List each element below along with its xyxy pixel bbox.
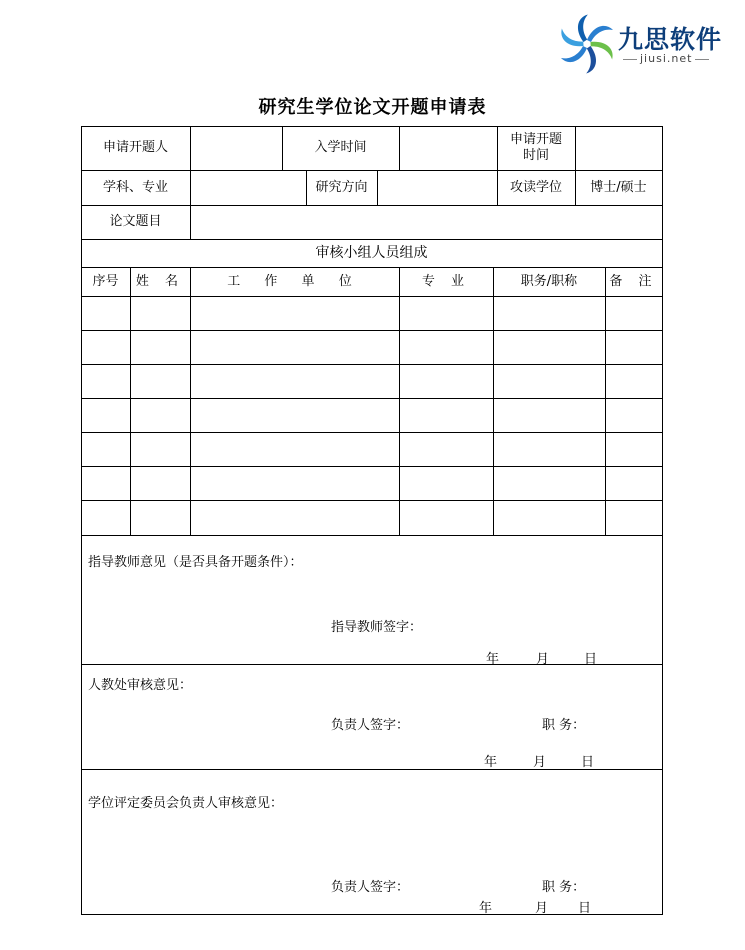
advisor-date-day: 日 [584, 652, 598, 667]
apply-time-label-line1: 申请开题 [509, 132, 562, 147]
apply-time-field[interactable] [575, 126, 662, 170]
col-header-major: 专 业 [421, 273, 471, 289]
degree-label: 攻读学位 [509, 179, 562, 195]
logo-name: 九思软件 [618, 25, 723, 54]
col-header-name: 姓 名 [135, 273, 185, 289]
applicant-field[interactable] [190, 126, 282, 170]
advisor-opinion-label: 指导教师意见（是否具备开题条件）： [88, 555, 303, 570]
subject-label: 学科、专业 [102, 179, 168, 195]
logo-url: jiusi.net [620, 52, 712, 65]
apply-time-label-line2: 时间 [522, 148, 549, 163]
advisor-date-month: 月 [536, 652, 550, 667]
enroll-time-label: 入学时间 [314, 140, 367, 155]
subject-field[interactable] [190, 170, 306, 205]
direction-field[interactable] [377, 170, 497, 205]
personnel-duty-label: 职 务： [542, 718, 586, 733]
table-row[interactable] [81, 432, 662, 466]
col-header-note: 备 注 [609, 273, 658, 289]
personnel-date-day: 日 [581, 755, 595, 770]
enroll-time-field[interactable] [399, 126, 497, 170]
table-row[interactable] [81, 364, 662, 398]
personnel-sign-label: 负责人签字： [331, 718, 410, 733]
committee-review-date-month: 月 [535, 901, 549, 916]
col-header-index: 序号 [92, 273, 119, 289]
form-title: 研究生学位论文开题申请表 [258, 97, 487, 118]
logo [558, 14, 733, 74]
committee-review-date-day: 日 [578, 901, 592, 916]
table-row[interactable] [81, 500, 662, 535]
table-row[interactable] [81, 398, 662, 432]
personnel-opinion-label: 人教处审核意见： [88, 678, 193, 693]
personnel-date-year: 年 [484, 755, 498, 770]
committee-review-duty-label: 职 务： [542, 880, 586, 895]
thesis-field[interactable] [190, 205, 662, 239]
direction-label: 研究方向 [315, 179, 368, 195]
table-row[interactable] [81, 466, 662, 500]
jiusi-logo-icon [558, 14, 616, 74]
col-header-title: 职务/职称 [520, 273, 578, 289]
applicant-label: 申请开题人 [102, 140, 168, 155]
advisor-sign-label: 指导教师签字： [331, 620, 423, 635]
table-row[interactable] [81, 296, 662, 330]
table-row[interactable] [81, 330, 662, 364]
thesis-label: 论文题目 [109, 214, 162, 229]
advisor-date-year: 年 [486, 652, 500, 667]
committee-review-opinion-label: 学位评定委员会负责人审核意见： [88, 796, 284, 811]
degree-value[interactable]: 博士/硕士 [590, 179, 647, 195]
col-header-workplace: 工 作 单 位 [227, 273, 362, 289]
personnel-date-month: 月 [533, 755, 547, 770]
committee-review-date-year: 年 [479, 901, 493, 916]
committee-heading: 审核小组人员组成 [315, 245, 428, 261]
committee-review-sign-label: 负责人签字： [331, 880, 410, 895]
apply-time-label [497, 126, 575, 170]
